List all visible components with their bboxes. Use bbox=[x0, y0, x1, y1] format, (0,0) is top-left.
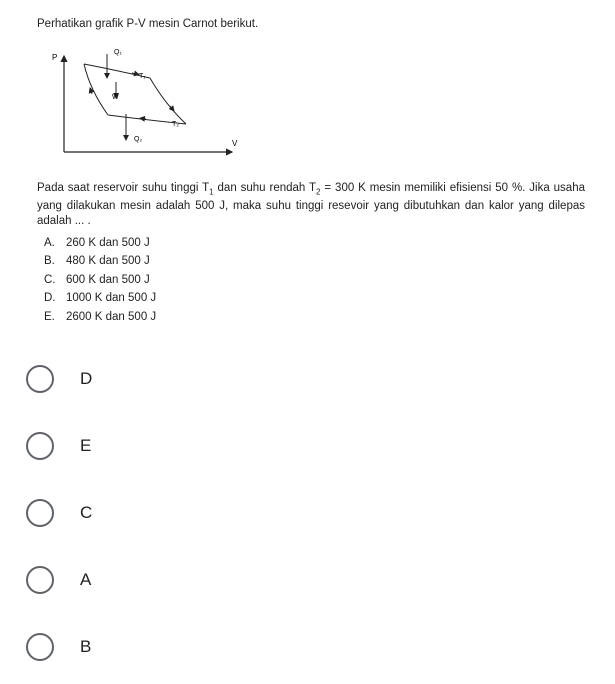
p-axis-label: P bbox=[52, 53, 58, 62]
choice-label: D bbox=[80, 369, 93, 388]
q2-label: Q₂ bbox=[134, 136, 143, 143]
q1-label: Q₁ bbox=[114, 49, 122, 56]
radio-button[interactable] bbox=[26, 633, 54, 661]
radio-button[interactable] bbox=[26, 566, 54, 594]
question-option-d: D. 1000 K dan 500 J bbox=[44, 292, 157, 305]
choice-e[interactable] bbox=[26, 429, 91, 463]
adiabat-compression bbox=[84, 64, 108, 115]
work-label: W bbox=[112, 94, 119, 101]
t1-label: T₁ bbox=[139, 73, 146, 80]
choice-label: B bbox=[80, 637, 92, 656]
choice-a[interactable] bbox=[26, 563, 91, 597]
cycle-arrow bbox=[170, 106, 174, 111]
t2-label: T₂ bbox=[172, 121, 179, 128]
question-option-a: A. 260 K dan 500 J bbox=[44, 237, 150, 249]
choice-c[interactable] bbox=[26, 496, 92, 530]
cycle-arrow bbox=[90, 88, 92, 94]
question-option-b: B. 480 K dan 500 J bbox=[44, 255, 150, 268]
question-option-c: C. 600 K dan 500 J bbox=[44, 273, 150, 286]
radio-button[interactable] bbox=[26, 365, 54, 393]
cycle-arrow bbox=[140, 118, 146, 119]
question-image bbox=[0, 0, 615, 335]
choice-b[interactable] bbox=[26, 630, 91, 664]
choice-label: E bbox=[80, 436, 92, 455]
question-options bbox=[44, 234, 156, 326]
adiabat-expansion bbox=[150, 78, 186, 124]
question-intro: Perhatikan grafik P-V mesin Carnot berikut. bbox=[37, 18, 259, 30]
pv-diagram bbox=[40, 42, 250, 160]
question-text: Pada saat reservoir suhu tinggi $T_1$ dan suhu rendah $T_2 = 300$ K mesin memiliki efisiensi 50 %. Jika usaha yang dilakukan mesin adalah 500 J, maka suhu tinggi resevoir yang dibutuhkan dan kalor yang dilepas adalah ... . bbox=[37, 182, 585, 228]
radio-button[interactable] bbox=[26, 499, 54, 527]
question-option-e: E. 2600 K dan 500 J bbox=[44, 310, 157, 323]
choice-label: A bbox=[80, 570, 92, 589]
radio-button[interactable] bbox=[26, 432, 54, 460]
choice-d[interactable] bbox=[26, 362, 92, 396]
choice-label: C bbox=[80, 503, 93, 522]
v-axis-label: V bbox=[232, 139, 238, 148]
